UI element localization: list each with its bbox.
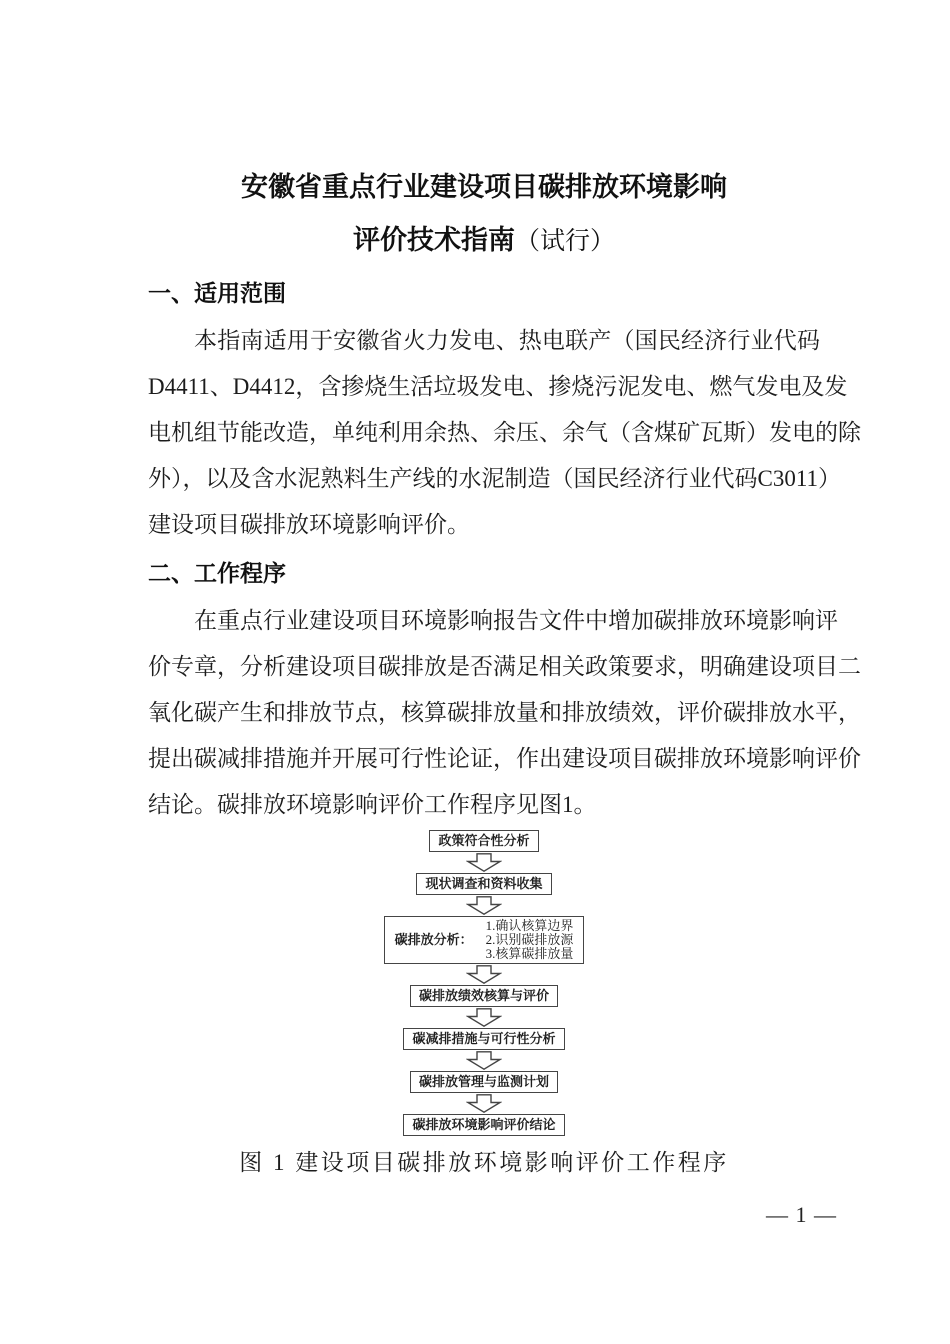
document-title (148, 161, 820, 268)
carbon-analysis-item: 3.核算碳排放量 (485, 946, 574, 961)
figure-caption: 图 1 建设项目碳排放环境影响评价工作程序 (239, 1150, 729, 1175)
carbon-analysis-items (486, 919, 574, 961)
down-arrow-icon (466, 1008, 502, 1027)
down-arrow-icon (466, 965, 502, 984)
flow-step-carbon-emission-analysis (384, 916, 585, 964)
down-arrow-icon (466, 1051, 502, 1070)
flowchart (148, 830, 820, 1136)
title-line2-main: 评价技术指南 (352, 225, 515, 255)
section-heading-procedure: 二、工作程序 (148, 560, 286, 586)
flow-step-reduction-measures: 碳减排措施与可行性分析 (403, 1028, 564, 1050)
carbon-analysis-item: 2.识别碳排放源 (485, 932, 574, 947)
text-line: 建设项目碳排放环境影响评价。 (148, 512, 470, 537)
flow-step-status-survey: 现状调查和资料收集 (416, 873, 551, 895)
paragraph-procedure (148, 598, 861, 828)
text-line: 外），以及含水泥熟料生产线的水泥制造（国民经济行业代码C3011） (148, 466, 841, 491)
text-line: 在重点行业建设项目环境影响报告文件中增加碳排放环境影响评 (194, 608, 838, 633)
carbon-analysis-label: 碳排放分析： (394, 932, 473, 947)
down-arrow-icon (466, 896, 502, 915)
text-line: 提出碳减排措施并开展可行性论证，作出建设项目碳排放环境影响评价 (148, 746, 861, 771)
title-line1: 安徽省重点行业建设项目碳排放环境影响 (241, 172, 727, 202)
paragraph-scope (148, 318, 861, 548)
text-line: 氧化碳产生和排放节点，核算碳排放量和排放绩效，评价碳排放水平， (148, 700, 861, 725)
section-heading-scope: 一、适用范围 (148, 280, 286, 306)
flow-step-management-monitoring: 碳排放管理与监测计划 (410, 1071, 558, 1093)
down-arrow-icon (466, 1094, 502, 1113)
flow-step-policy-compliance-analysis: 政策符合性分析 (429, 830, 538, 852)
down-arrow-icon (466, 853, 502, 872)
text-line: 电机组节能改造，单纯利用余热、余压、余气（含煤矿瓦斯）发电的除 (148, 420, 861, 445)
carbon-analysis-item: 1.确认核算边界 (485, 918, 574, 933)
flow-step-conclusion: 碳排放环境影响评价结论 (403, 1114, 564, 1136)
text-line: 结论。碳排放环境影响评价工作程序见图1。 (148, 792, 597, 817)
text-line: 价专章，分析建设项目碳排放是否满足相关政策要求，明确建设项目二 (148, 654, 861, 679)
text-line: 本指南适用于安徽省火力发电、热电联产（国民经济行业代码 (194, 328, 820, 353)
flow-step-performance-evaluation: 碳排放绩效核算与评价 (410, 985, 558, 1007)
text-line: D4411、D4412，含掺烧生活垃圾发电、掺烧污泥发电、燃气发电及发 (148, 374, 848, 399)
title-line2-paren: （试行） (514, 228, 615, 255)
page-number: — 1 — (766, 1202, 837, 1227)
